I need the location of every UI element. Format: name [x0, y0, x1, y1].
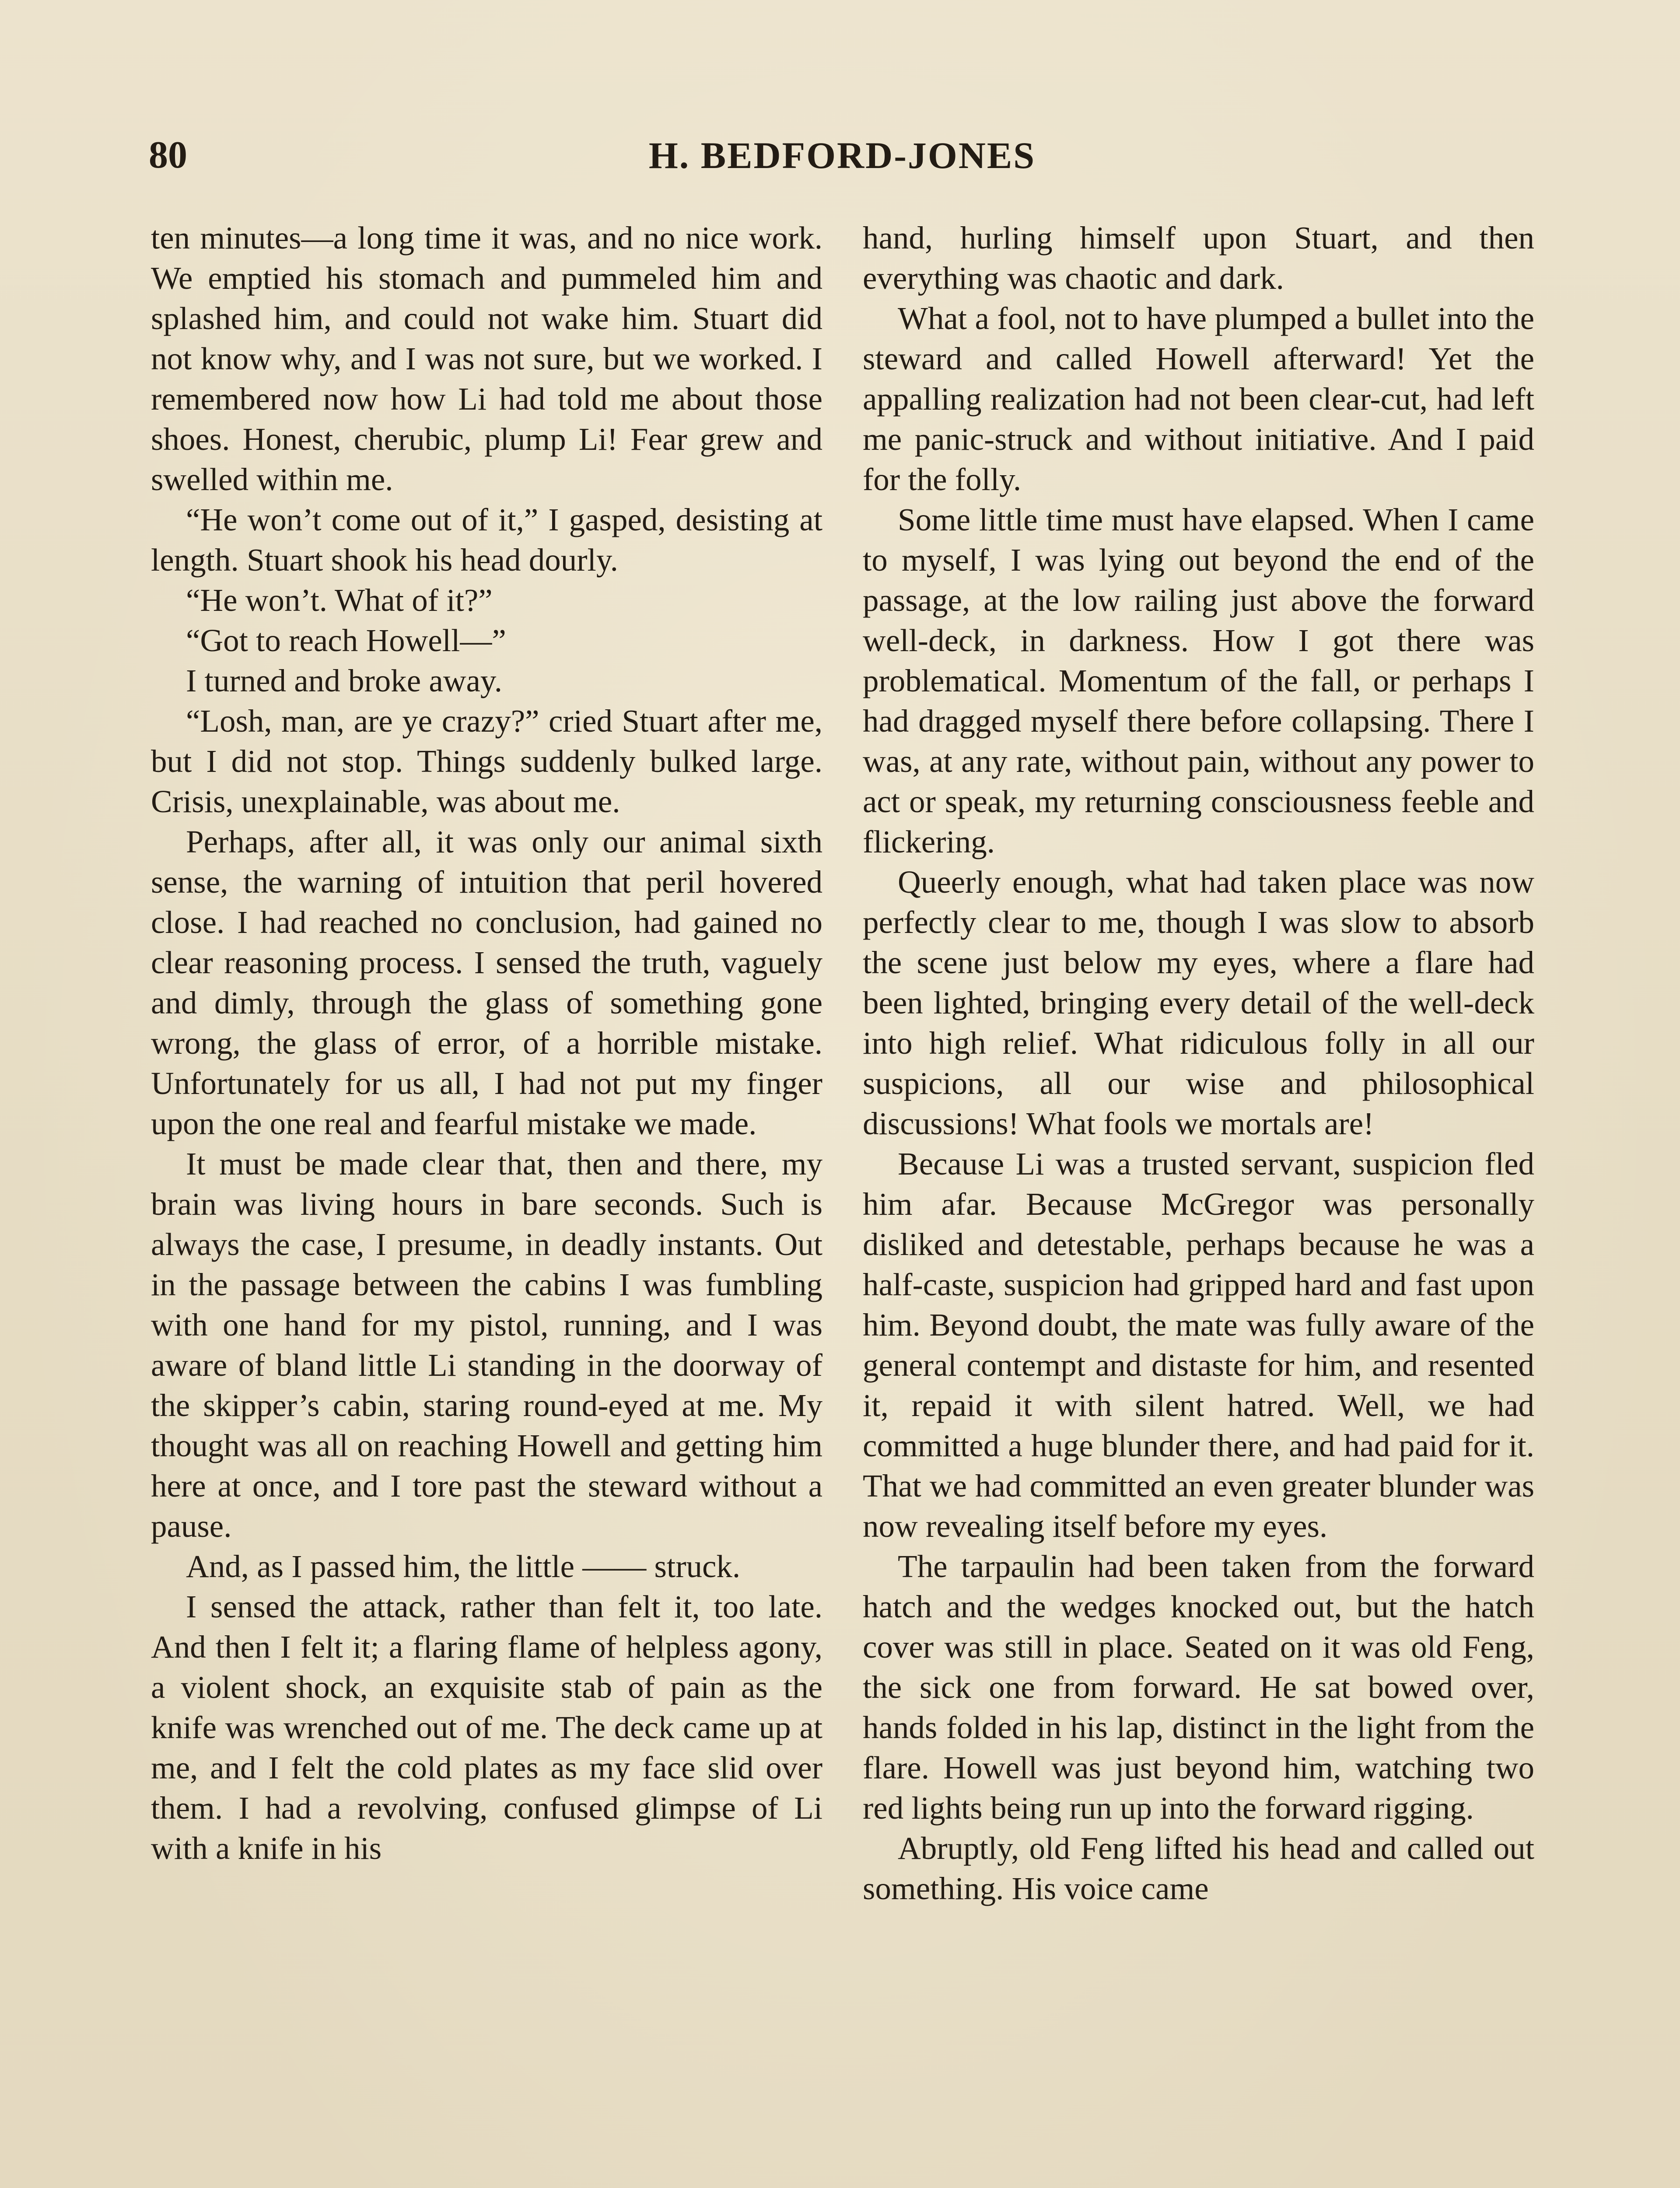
paragraph: Perhaps, after all, it was only our animal sixth sense, the warning of intuition that peril hovered close. I had reached no conclusion, had gained no clear reasoning process. I sensed the truth, vaguely and dimly, through the glass of something gone wrong, the glass of error, of a horrible mistake. Unfortunately for us all, I had not put my finger upon the one real and fearful mistake we made. — [151, 824, 822, 1141]
paragraph: I turned and broke away. — [186, 663, 502, 698]
paragraph: ten minutes—a long time it was, and no nice work. We emptied his stomach and pummeled him and splashed him, and could not wake him. Stuart did not know why, and I was not sure, but we worked. I remembered now how Li had told me about those shoes. Honest, cherubic, plump Li! Fear grew and swelled within me. — [151, 220, 822, 497]
paragraph: And, as I passed him, the little —— struck. — [186, 1549, 741, 1584]
right-text-column — [863, 218, 1534, 2188]
paragraph: hand, hurling himself upon Stuart, and then everything was chaotic and dark. — [863, 220, 1534, 296]
paragraph: Queerly enough, what had taken place was now perfectly clear to me, though I was slow to absorb the scene just below my eyes, where a flare had been lighted, bringing every detail of the well-deck into high relief. What ridiculous folly in all our suspicions, all our wise and philosophical discussions! What fools we mortals are! — [863, 864, 1534, 1141]
paragraph: “He won’t. What of it?” — [186, 582, 493, 618]
paragraph: I sensed the attack, rather than felt it, too late. And then I felt it; a flaring flame of helpless agony, a violent shock, an exquisite stab of pain as the knife was wrenched out of me. The deck came up at me, and I felt the cold plates as my face slid over them. I had a revolving, confused glimpse of Li with a knife in his — [151, 1589, 822, 1866]
paragraph: Abruptly, old Feng lifted his head and called out something. His voice came — [863, 1830, 1534, 1906]
paragraph: “Losh, man, are ye crazy?” cried Stuart after me, but I did not stop. Things suddenly bulked large. Crisis, unexplainable, was about me. — [151, 703, 822, 819]
paragraph: The tarpaulin had been taken from the forward hatch and the wedges knocked out, but the hatch cover was still in place. Seated on it was old Feng, the sick one from forward. He sat bowed over, hands folded in his lap, distinct in the light from the flare. Howell was just beyond him, watching two red lights being run up into the forward rigging. — [863, 1549, 1534, 1826]
paragraph: Some little time must have elapsed. When I came to myself, I was lying out beyond the end of the passage, at the low railing just above the forward well-deck, in darkness. How I got there was problematical. Momentum of the fall, or perhaps I had dragged myself there before collapsing. There I was, at any rate, without pain, without any power to act or speak, my returning consciousness feeble and flickering. — [863, 502, 1534, 859]
paragraph: “Got to reach Howell—” — [186, 623, 506, 658]
running-head: H. BEDFORD-JONES — [648, 134, 1036, 176]
paragraph: “He won’t come out of it,” I gasped, desisting at length. Stuart shook his head dourly. — [151, 502, 822, 578]
paragraph: What a fool, not to have plumped a bullet into the steward and called Howell afterward! Yet the appalling realization had not been clear-cut, had left me panic-struck and without initiative. And I paid for the folly. — [863, 301, 1534, 497]
page-header — [149, 131, 1536, 179]
paragraph: Because Li was a trusted servant, suspicion fled him afar. Because McGregor was personally disliked and detestable, perhaps because he was a half-caste, suspicion had gripped hard and fast upon him. Beyond doubt, the mate was fully aware of the general contempt and distaste for him, and resented it, repaid it with silent hatred. Well, we had committed a huge blunder there, and had paid for it. That we had committed an even greater blunder was now revealing itself before my eyes. — [863, 1146, 1534, 1544]
paragraph: It must be made clear that, then and there, my brain was living hours in bare seconds. Such is always the case, I presume, in deadly instants. Out in the passage between the cabins I was fumbling with one hand for my pistol, running, and I was aware of bland little Li standing in the doorway of the skipper’s cabin, staring round-eyed at me. My thought was all on reaching Howell and getting him here at once, and I tore past the steward without a pause. — [151, 1146, 822, 1544]
left-text-column — [151, 218, 822, 2188]
page-number: 80 — [149, 134, 187, 176]
